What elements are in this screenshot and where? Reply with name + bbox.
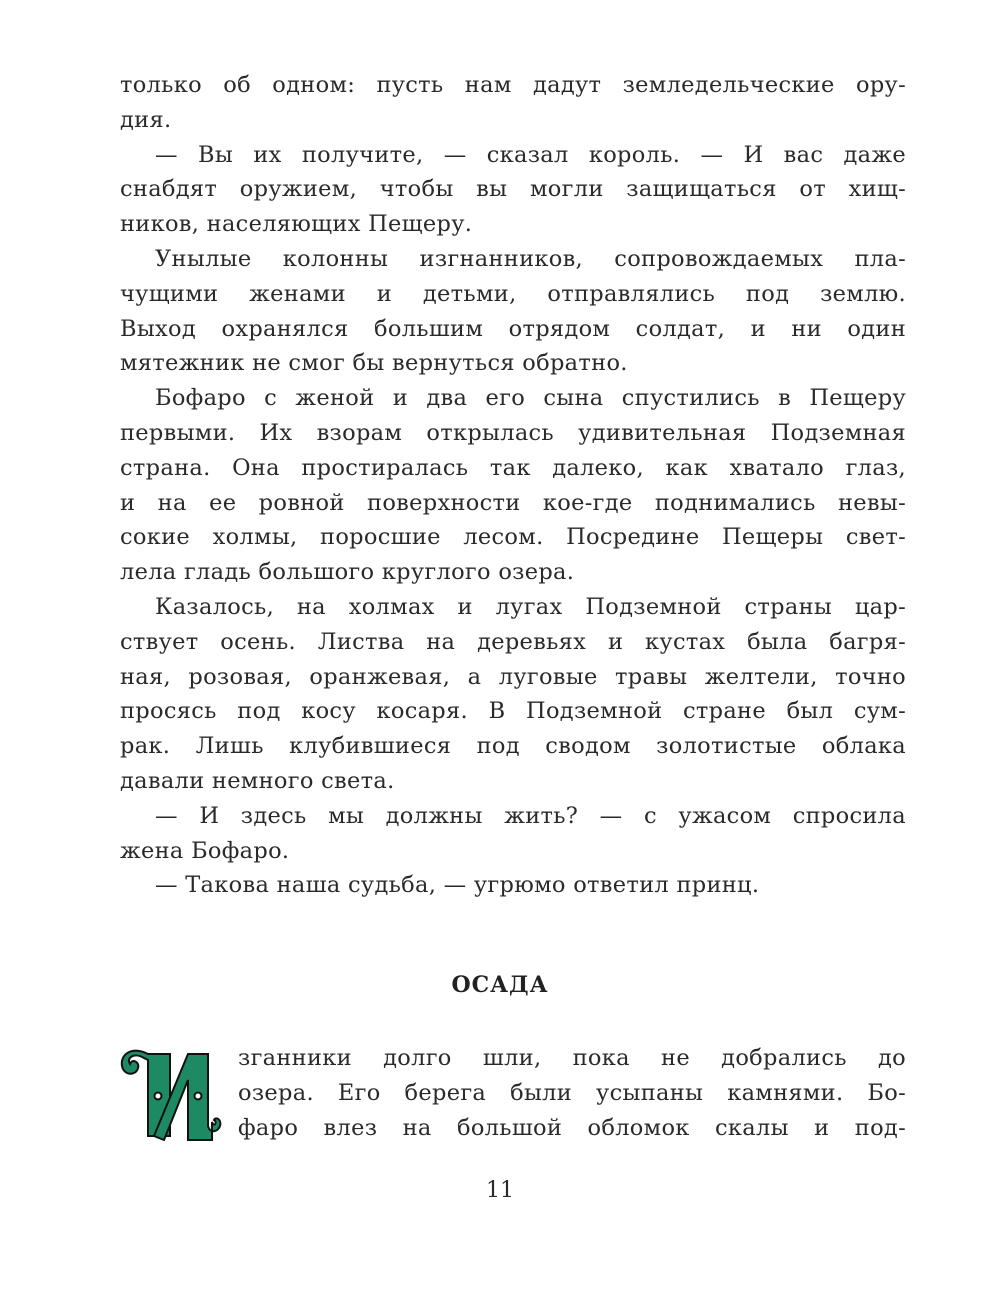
paragraph	[120, 868, 906, 903]
text-line: снабдят оружием, чтобы вы могли защищаться от хищ-	[120, 176, 906, 203]
text-line: только об одном: пусть нам дадут земледельческие ору-	[120, 72, 906, 98]
paragraph	[120, 138, 906, 242]
text-line: чущими женами и детьми, отправлялись под землю.	[120, 280, 906, 307]
text-line: мятежник не смог бы вернуться обратно.	[120, 350, 628, 377]
text-line: сокие холмы, поросшие лесом. Посредине Пещеры свет-	[120, 524, 906, 551]
text-line: Бофаро с женой и два его сына спустились в Пещеру	[155, 385, 906, 412]
paragraph	[120, 590, 906, 799]
text-line: ствует осень. Листва на деревьях и кустах была багря-	[120, 628, 906, 655]
text-line: рак. Лишь клубившиеся под сводом золотистые облака	[120, 733, 906, 760]
text-line: фаро влез на большой обломок скалы и под-	[238, 1114, 906, 1141]
text-line: дия.	[120, 106, 172, 133]
drop-cap-paragraph	[238, 1041, 906, 1145]
paragraph	[120, 242, 906, 381]
paragraph	[120, 799, 906, 869]
text-line: ная, розовая, оранжевая, а луговые травы желтели, точно	[120, 663, 906, 690]
text-line: жена Бофаро.	[120, 837, 290, 864]
text-line: и на ее ровной поверхности кое-где поднимались невы-	[120, 489, 906, 516]
text-line: — Вы их получите, — сказал король. — И вас даже	[155, 141, 906, 168]
text-line: просясь под косу косаря. В Подземной стране был сум-	[120, 698, 906, 725]
text-line: Казалось, на холмах и лугах Подземной страны цар-	[155, 593, 906, 620]
text-line: страна. Она простиралась так далеко, как хватало глаз,	[120, 454, 906, 481]
text-line: ников, населяющих Пещеру.	[120, 211, 473, 238]
text-line: — Такова наша судьба, — угрюмо ответил принц.	[155, 872, 760, 899]
text-line: лела гладь большого круглого озера.	[120, 559, 575, 586]
text-line: Выход охранялся большим отрядом солдат, и ни один	[120, 315, 906, 342]
text-line: первыми. Их взорам открылась удивительная Подземная	[120, 419, 906, 446]
text-line: озера. Его берега были усыпаны камнями. Бо-	[238, 1079, 906, 1106]
text-line: — И здесь мы должны жить? — с ужасом спросила	[155, 802, 906, 829]
chapter-heading: ОСАДА	[451, 972, 549, 998]
page-number: 11	[486, 1178, 514, 1203]
text-line: зганники долго шли, пока не добрались до	[238, 1045, 906, 1071]
body-text	[120, 68, 906, 903]
text-line: Унылые колонны изгнанников, сопровождаемых пла-	[155, 245, 906, 272]
paragraph	[120, 68, 906, 138]
paragraph	[120, 381, 906, 590]
drop-cap-letter-i	[118, 1040, 224, 1144]
text-line: давали немного света.	[120, 767, 395, 794]
